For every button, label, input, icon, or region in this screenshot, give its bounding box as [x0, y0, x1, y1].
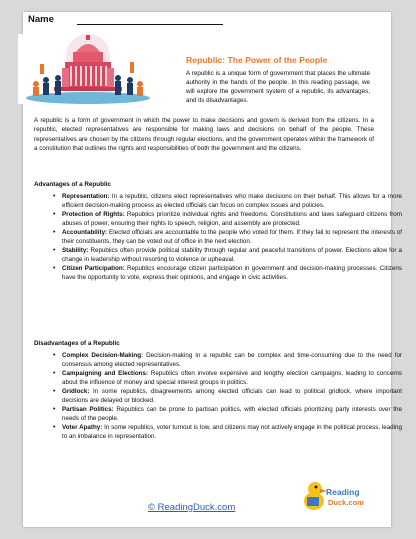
name-label: Name: [28, 14, 54, 25]
item-term: Gridlock:: [62, 388, 90, 396]
list-item: [62, 406, 402, 424]
advantages-list: [34, 193, 402, 284]
reading-duck-logo: [302, 477, 366, 513]
list-item: [62, 229, 402, 247]
capitol-illustration: [18, 34, 158, 104]
item-text: Republics prioritize individual rights and freedoms. Constitutions and laws safeguard citizens from abuses of power, ensuring their rights to speech, religion, and assembly are protected.: [62, 211, 402, 228]
list-item: [62, 193, 402, 211]
disadvantages-list: [34, 352, 402, 443]
list-item: [62, 424, 402, 442]
item-text: In a republic, citizens elect representatives who make decisions on their behalf. This allows for a more efficient decision-making process as elected officials can focus on complex issues and policies.: [62, 193, 402, 209]
svg-text:Duck.com: Duck.com: [328, 498, 364, 507]
item-term: Partisan Politics:: [62, 406, 114, 414]
item-text: In some republics, voter turnout is low, and citizens may not actively engage in the political process, leading to an imbalance in representation.: [62, 424, 403, 441]
intro-paragraph: A republic is a unique form of government that places the ultimate authority in the hands of the people. In this reading passage, we will explore the government system of a republic, its advantages, and its disadvantages.: [186, 70, 370, 105]
list-item: [62, 352, 402, 370]
item-term: Campaigning and Elections:: [62, 370, 149, 378]
footer-link[interactable]: © ReadingDuck.com: [148, 502, 236, 513]
disadvantages-heading: Disadvantages of a Republic: [34, 340, 120, 347]
list-item: [62, 388, 402, 406]
name-field-line[interactable]: [77, 24, 223, 25]
item-term: Accountability:: [62, 229, 108, 237]
list-item: [62, 265, 402, 283]
item-text: Decision-making in a republic can be complex and time-consuming due to the need for consensus among elected representatives.: [62, 352, 403, 368]
list-item: [62, 370, 402, 388]
svg-text:Reading: Reading: [326, 487, 360, 497]
item-text: Republics often involve expensive and lengthy election campaigns, leading to concerns about the influence of money and special interest groups in politics.: [62, 370, 403, 387]
worksheet-title: Republic: The Power of the People: [186, 55, 328, 65]
item-term: Complex Decision-Making:: [62, 352, 144, 359]
item-text: Republics encourage citizen participation in government and decision-making processes. Citizens have the opportunity to vote, express their opinions, and engage in civic activities.: [62, 265, 402, 282]
list-item: [62, 211, 402, 229]
item-text: Elected officials are accountable to the people who voted for them. If they fail to represent the interests of their constituents, they can be voted out of office in the next election.: [62, 229, 402, 246]
item-term: Protection of Rights:: [62, 211, 125, 219]
item-term: Representation:: [62, 193, 110, 200]
item-text: Republics can be prone to partisan politics, with elected officials prioritizing party interests over the needs of the people.: [62, 406, 402, 423]
body-paragraph: A republic is a form of government in which the power to make decisions and govern is derived from the citizens. In a republic, elected representatives are responsible for making laws and decisions on behalf of the people. These representatives are chosen by the citizens through regular elections, and the government operates within the framework of a constitution that outlines the rights and responsibilities of both the government and the citizens.: [34, 117, 374, 152]
list-item: [62, 247, 402, 265]
item-term: Voter Apathy:: [62, 424, 103, 432]
item-text: In some republics, disagreements among elected officials can lead to political gridlock, where important decisions are delayed or blocked.: [62, 388, 402, 405]
advantages-heading: Advantages of a Republic: [34, 181, 111, 188]
item-text: Republics often provide political stability through regular and peaceful transitions of power. Elections allow for a change in leadership without resorting to violence or upheaval.: [62, 247, 402, 264]
item-term: Citizen Participation:: [62, 265, 125, 273]
item-term: Stability:: [62, 247, 89, 255]
